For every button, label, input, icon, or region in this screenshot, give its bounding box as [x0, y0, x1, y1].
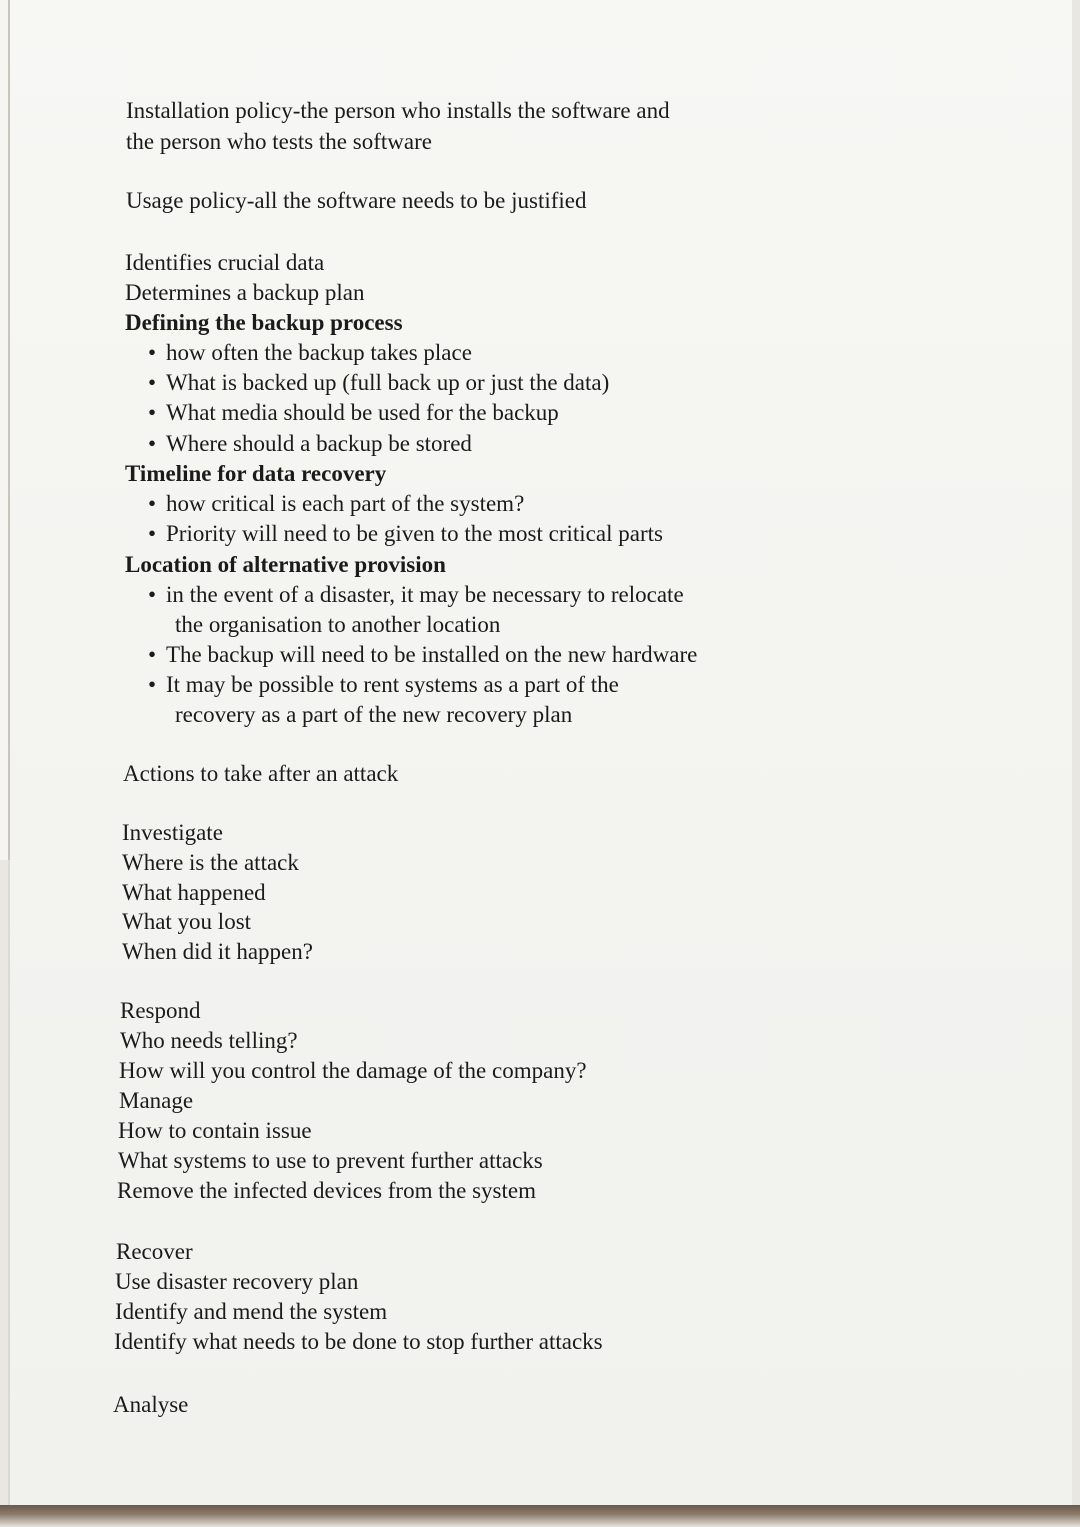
systems-prevent-attacks: What systems to use to prevent further attacks — [118, 1148, 543, 1173]
usage-policy-line: Usage policy-all the software needs to be justified — [126, 188, 587, 213]
location-bullet-1-line-1: • in the event of a disaster, it may be necessary to relocate — [166, 581, 684, 609]
identify-stop-attacks: Identify what needs to be done to stop further attacks — [114, 1329, 603, 1354]
location-bullet-3-line-2: recovery as a part of the new recovery plan — [175, 702, 573, 727]
investigate-label: Investigate — [122, 820, 223, 845]
identifies-crucial-data: Identifies crucial data — [125, 250, 325, 275]
determines-backup-plan: Determines a backup plan — [125, 280, 365, 305]
page-bottom-edge — [0, 1505, 1080, 1527]
location-heading: Location of alternative provision — [125, 552, 446, 577]
where-attack: Where is the attack — [122, 850, 299, 875]
respond-label: Respond — [120, 998, 201, 1023]
defining-bullet-4: • Where should a backup be stored — [166, 430, 472, 458]
who-needs-telling: Who needs telling? — [120, 1028, 298, 1053]
timeline-bullet-1: • how critical is each part of the system? — [166, 490, 524, 518]
location-bullet-3-line-1: • It may be possible to rent systems as a part of the — [166, 671, 619, 699]
remove-infected-devices: Remove the infected devices from the system — [117, 1178, 536, 1203]
location-bullet-1-line-2: the organisation to another location — [175, 612, 501, 637]
installation-policy-line-2: the person who tests the software — [126, 129, 432, 154]
defining-backup-heading: Defining the backup process — [125, 310, 403, 335]
what-happened: What happened — [122, 880, 266, 905]
installation-policy-line-1: Installation policy-the person who installs the software and — [126, 98, 670, 123]
page-left-edge — [0, 0, 10, 860]
use-recovery-plan: Use disaster recovery plan — [115, 1269, 359, 1294]
defining-bullet-1: • how often the backup takes place — [166, 339, 472, 367]
identify-mend-system: Identify and mend the system — [115, 1299, 388, 1324]
manage-label: Manage — [119, 1088, 194, 1113]
how-control-damage: How will you control the damage of the company? — [119, 1058, 587, 1083]
recover-label: Recover — [116, 1239, 193, 1264]
defining-bullet-3: • What media should be used for the backup — [166, 399, 559, 427]
timeline-bullet-2: • Priority will need to be given to the most critical parts — [166, 520, 663, 548]
analyse-label: Analyse — [113, 1392, 189, 1417]
defining-bullet-2: • What is backed up (full back up or just the data) — [166, 369, 609, 397]
contain-issue: How to contain issue — [118, 1118, 312, 1143]
when-happened: When did it happen? — [122, 939, 313, 964]
location-bullet-2: • The backup will need to be installed on the new hardware — [166, 641, 697, 669]
actions-heading: Actions to take after an attack — [123, 761, 399, 786]
timeline-heading: Timeline for data recovery — [125, 461, 387, 486]
what-you-lost: What you lost — [122, 909, 252, 934]
